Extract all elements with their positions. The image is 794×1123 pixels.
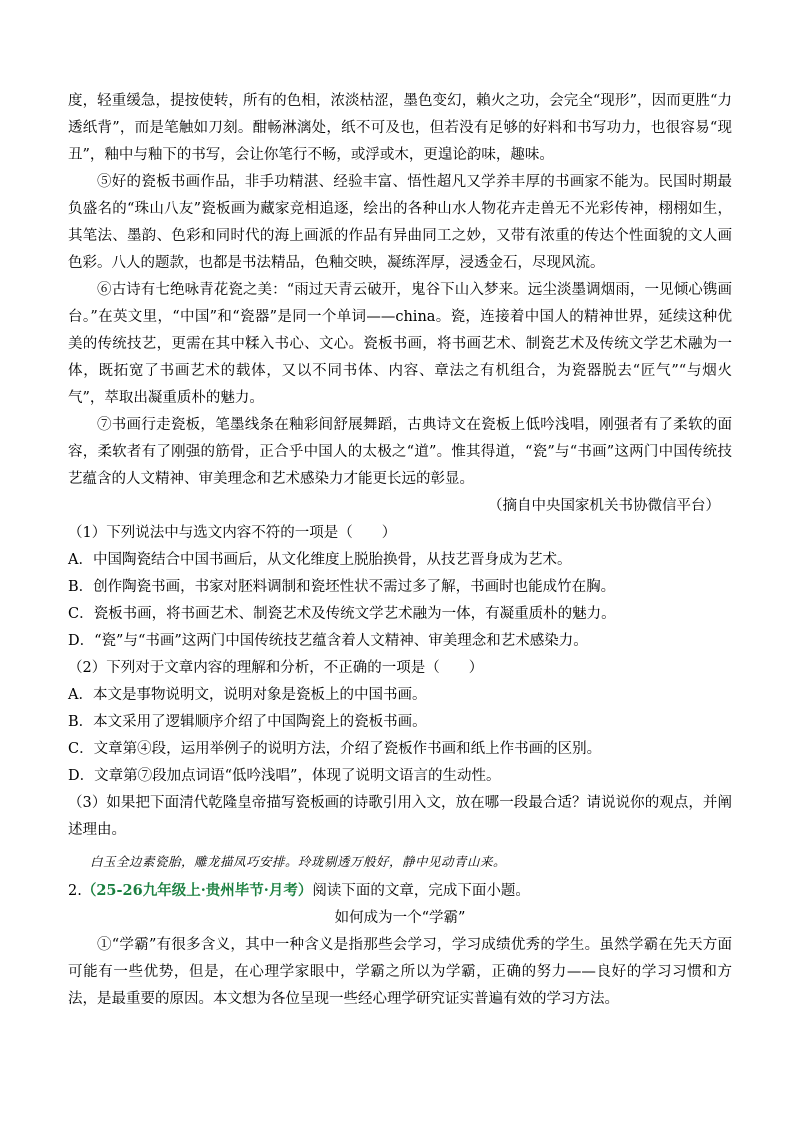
article-title: 如何成为一个“学霸” bbox=[334, 910, 466, 926]
question-3-stem: （3）如果把下面清代乾隆皇帝描写瓷板画的诗歌引用入文，放在哪一段最合适？请说说你的观点，并阐述理由。 bbox=[68, 795, 732, 838]
paragraph-7: ⑦书画行走瓷板，笔墨线条在釉彩间舒展舞蹈，古典诗文在瓷板上低吟浅唱，刚强者有了柔软的面容，柔软者有了刚强的筋骨，正合乎中国人的太极之“道”。惟其得道，“瓷”与“书画”这两门中国传统技艺蕴含的人文精神、审美理念和艺术感染力才能更长远的彰显。 bbox=[68, 417, 732, 487]
question-instruction: 阅读下面的文章，完成下面小题。 bbox=[312, 883, 530, 899]
paragraph-4-continued: 度，轻重缓急，提按使转，所有的色相，浓淡枯涩，墨色变幻，賴火之功，会完全“现形”，因而更胜“力透纸背”，而是笔触如刀刻。酣畅淋漓处，纸不可及也，但若没有足够的好料和书写功力，也很容易“现丑”，釉中与釉下的书写，会让你笔行不畅，或浮或木，更遑论韵味，趣味。 bbox=[68, 93, 732, 163]
question-2-option-b: B．本文采用了逻辑顺序介绍了中国陶瓷上的瓷板书画。 bbox=[68, 714, 427, 730]
question-1-option-d: D．“瓷”与“书画”这两门中国传统技艺蕴含着人文精神、审美理念和艺术感染力。 bbox=[68, 633, 588, 649]
question-1-option-b: B．创作陶瓷书画，书家对胚料调制和瓷坯性状不需过多了解，书画时也能成竹在胸。 bbox=[68, 579, 616, 595]
question-number: 2. bbox=[68, 883, 82, 899]
question-2-heading bbox=[68, 877, 732, 905]
question-2-option-d: D．文章第⑦段加点词语“低吟浅唱”，体现了说明文语言的生动性。 bbox=[68, 768, 501, 784]
question-2-option-a: A．本文是事物说明文，说明对象是瓷板上的中国书画。 bbox=[68, 687, 427, 703]
question-2-option-c: C．文章第④段，运用举例子的说明方法，介绍了瓷板作书画和纸上作书画的区别。 bbox=[68, 741, 602, 757]
paragraph-5: ⑤好的瓷板书画作品，非手功精湛、经验丰富、悟性超凡又学养丰厚的书画家不能为。民国时期最负盛名的“珠山八友”瓷板画为藏家竞相追逐，绘出的各种山水人物花卉走兽无不光彩传神，栩栩如生，其笔法、墨韵、色彩和同时代的海上画派的作品有异曲同工之妙，又带有浓重的传达个性面貌的文人画色彩。八人的题款，也都是书法精品，色釉交映，凝练浑厚，浸透金石，尽现风流。 bbox=[68, 174, 732, 271]
article-paragraph-1: ①“学霸”有很多含义，其中一种含义是指那些会学习，学习成绩优秀的学生。虽然学霸在先天方面可能有一些优势，但是，在心理学家眼中，学霸之所以为学霸，正确的努力——良好的学习习惯和方法，是最重要的原因。本文想为各位呈现一些经心理学研究证实普遍有效的学习方法。 bbox=[68, 937, 732, 1007]
question-2-stem: （2）下列对于文章内容的理解和分析，不正确的一项是（ ） bbox=[68, 660, 484, 676]
qianlong-poem: 白玉全边素瓷胎，雕龙描凤巧安排。玲珑剔透万般好，静中见动青山来。 bbox=[90, 854, 507, 869]
exam-source-tag: （25-26九年级上·贵州毕节·月考） bbox=[81, 882, 313, 899]
source-citation: （摘自中央国家机关书协微信平台） bbox=[488, 498, 720, 514]
question-1-option-a: A．中国陶瓷结合中国书画后，从文化维度上脱胎换骨，从技艺晋身成为艺术。 bbox=[68, 552, 572, 568]
paragraph-6: ⑥古诗有七绝咏青花瓷之美：“雨过天青云破开，鬼谷下山入梦来。远尘淡墨调烟雨，一见倾心镌画台。”在英文里，“中国”和“瓷器”是同一个单词——china。瓷，连接着中国人的精神世界，延续这种优美的传统技艺，更需在其中糅入书心、文心。瓷板书画，将书画艺术、制瓷艺术及传统文学艺术融为一体，既拓宽了书画艺术的载体，又以不同书体、内容、章法之有机组合，为瓷器脱去“匠气”“与烟火气”，萃取出凝重质朴的魅力。 bbox=[68, 282, 732, 406]
question-1-option-c: C．瓷板书画，将书画艺术、制瓷艺术及传统文学艺术融为一体，有凝重质朴的魅力。 bbox=[68, 606, 616, 622]
document-body bbox=[68, 88, 732, 1013]
question-1-stem: （1）下列说法中与选文内容不符的一项是（ ） bbox=[68, 525, 397, 541]
